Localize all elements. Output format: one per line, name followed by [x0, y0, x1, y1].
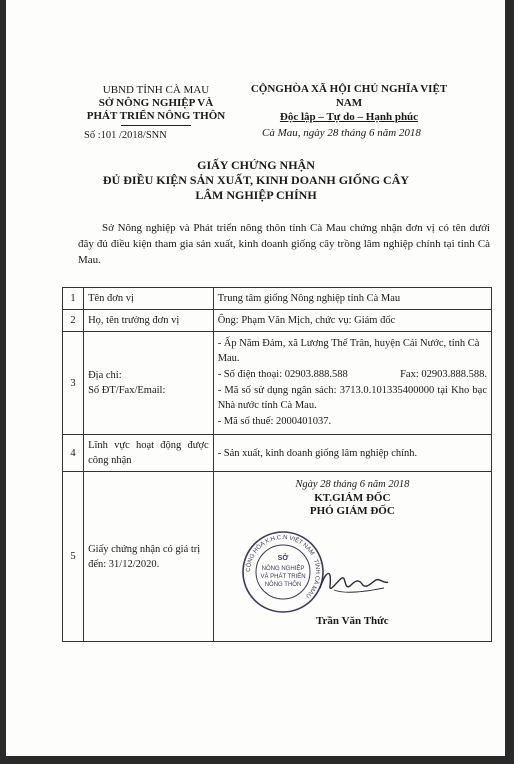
row-number: 2: [63, 310, 84, 332]
seal-ring-text: CỘNG HÒA X.H.C.N VIỆT NAM · TỈNH CÀ MAU: [245, 534, 321, 599]
national-heading: [244, 82, 454, 124]
row-label: Giấy chứng nhận có giá trị đến: 31/12/2020.: [84, 472, 214, 642]
department-name-line2: PHÁT TRIỂN NÔNG THÔN: [86, 110, 226, 122]
province-committee: UBND TỈNH CÀ MAU: [102, 84, 210, 96]
row-label: [84, 332, 214, 435]
title-line1: GIẤY CHỨNG NHẬN: [197, 158, 315, 172]
row-number: 3: [63, 332, 84, 435]
phone-fax-line: [218, 367, 487, 382]
issuing-authority: [76, 84, 236, 126]
phone-value: - Số điện thoại: 02903.888.588: [217, 369, 348, 380]
row-number: 4: [63, 435, 84, 472]
document-title: [46, 158, 466, 203]
official-seal: [241, 530, 325, 614]
document-page: [6, 0, 505, 756]
handwritten-signature: [314, 560, 394, 600]
place-and-date: Cà Mau, ngày 28 tháng 6 năm 2018: [262, 127, 421, 139]
tax-code-value: - Mã số thuế: 2000401037.: [217, 416, 332, 427]
signer-name: Trần Văn Thức: [316, 615, 389, 627]
row-value: Ông: Phạm Văn Mịch, chức vụ: Giám đốc: [213, 310, 491, 332]
title-line3: LÂM NGHIỆP CHÍNH: [195, 188, 317, 202]
seal-line1: SỞ: [277, 555, 289, 562]
row-number: 1: [63, 288, 84, 310]
signer-title-line2: PHÓ GIÁM ĐỐC: [309, 505, 395, 517]
table-row: [63, 310, 492, 332]
header-underline: [121, 125, 191, 126]
bank-account-value: - Mã số sử dụng ngân sách: 3713.0.101335400000 tại Kho bạc Nhà nước tỉnh Cà Mau.: [217, 385, 487, 411]
fax-value: Fax: 02903.888.588.: [400, 369, 487, 380]
signature-date: Ngày 28 tháng 6 năm 2018: [295, 479, 410, 490]
address-label: Địa chỉ:: [88, 370, 122, 381]
table-row: [63, 288, 492, 310]
row-value: Trung tâm giống Nông nghiệp tỉnh Cà Mau: [213, 288, 491, 310]
national-motto: Độc lập – Tự do – Hạnh phúc: [279, 111, 419, 123]
document-number: Số :101 /2018/SNN: [84, 130, 167, 141]
table-row: [63, 332, 492, 435]
contact-label: Số ĐT/Fax/Email:: [88, 385, 166, 396]
row-value: - Sản xuất, kinh doanh giống lâm nghiệp chính.: [213, 435, 491, 472]
title-line2: ĐỦ ĐIỀU KIỆN SẢN XUẤT, KINH DOANH GIỐNG CÂY: [102, 173, 410, 187]
row-number: 5: [63, 472, 84, 642]
seal-line4: NÔNG THÔN: [264, 582, 302, 588]
seal-line3: VÀ PHÁT TRIỂN: [260, 574, 306, 580]
department-name-line1: SỞ NÔNG NGHIỆP VÀ: [98, 97, 214, 109]
signer-title-line1: KT.GIÁM ĐỐC: [314, 492, 391, 504]
row-label: Tên đơn vị: [84, 288, 214, 310]
row-value: [213, 332, 491, 435]
row-label: Lĩnh vực hoạt động được công nhận: [84, 435, 214, 472]
row-label: Họ, tên trưởng đơn vị: [84, 310, 214, 332]
address-value: - Ấp Năm Đảm, xã Lương Thế Trân, huyện Cái Nước, tỉnh Cà Mau.: [217, 338, 480, 364]
intro-paragraph: Sở Nông nghiệp và Phát triển nông thôn tỉnh Cà Mau chứng nhận đơn vị có tên dưới đây đủ điều kiện tham gia sản xuất, kinh doanh giống cây trồng lâm nghiệp chính tại tỉnh Cà Mau.: [78, 222, 490, 266]
country-name: CỘNGHÒA XÃ HỘI CHỦ NGHĨA VIỆT NAM: [250, 83, 448, 109]
table-row: [63, 435, 492, 472]
seal-line2: NÔNG NGHIỆP: [261, 566, 305, 572]
